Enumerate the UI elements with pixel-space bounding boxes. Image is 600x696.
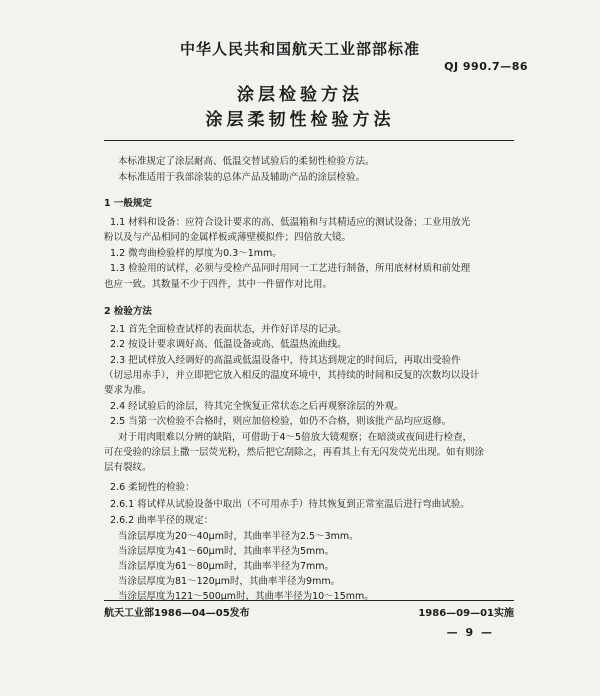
issue-date: 航天工业部1986—04—05发布 <box>104 608 250 619</box>
intro-line-2: 本标准适用于我部涂装的总体产品及辅助产品的涂层检验。 <box>118 172 366 183</box>
clause-1-2: 1.2 微弯曲检验样的厚度为0.3～1mm。 <box>110 248 282 259</box>
paragraph-line-3: 层有裂纹。 <box>104 462 152 473</box>
radius-rule-4: 当涂层厚度为81～120μm时，其曲率半径为9mm。 <box>118 576 341 587</box>
effective-date: 1986—09—01实施 <box>418 608 514 619</box>
clause-1-1-line-2: 粉以及与产品相同的金属样板或薄壁模拟件；四倍放大镜。 <box>104 232 352 243</box>
title-main: 涂层检验方法 <box>237 85 363 105</box>
clause-1-3-line-2: 也应一致。其数量不少于四件，其中一件留作对比用。 <box>104 279 333 290</box>
radius-rule-3: 当涂层厚度为61～80μm时，其曲率半径为7mm。 <box>118 561 335 572</box>
clause-2-3-line-3: 要求为准。 <box>104 385 152 396</box>
paragraph-line-2: 可在受验的涂层上撒一层荧光粉，然后把它刮除之，再看其上有无闪发荧光出现。如有则涂 <box>104 447 485 458</box>
radius-rule-5: 当涂层厚度为121～500μm时，其曲率半径为10～15mm。 <box>118 591 374 602</box>
clause-2-5: 2.5 当第一次检验不合格时，则应加倍检验，如仍不合格，则该批产品均应返修。 <box>110 416 452 427</box>
radius-rule-2: 当涂层厚度为41～60μm时，其曲率半径为5mm。 <box>118 546 335 557</box>
title-sub: 涂层柔韧性检验方法 <box>205 110 395 130</box>
clause-2-1: 2.1 首先全面检查试样的表面状态，并作好详尽的记录。 <box>110 324 347 335</box>
header-rule <box>104 140 514 141</box>
paragraph-line-1: 对于用肉眼难以分辨的缺陷，可借助于4～5倍放大镜观察；在暗淡或夜间进行检查， <box>118 432 473 443</box>
standard-code: QJ 990.7—86 <box>444 60 528 73</box>
page-number: — 9 — <box>446 626 494 639</box>
intro-line-1: 本标准规定了涂层耐高、低温交替试验后的柔韧性检验方法。 <box>118 156 375 167</box>
clause-2-3-line-1: 2.3 把试样放入经调好的高温或低温设备中，待其达到规定的时间后，再取出受验件 <box>110 355 461 366</box>
section-2-heading: 2 检验方法 <box>104 306 152 317</box>
clause-2-4: 2.4 经试验后的涂层，待其完全恢复正常状态之后再观察涂层的外观。 <box>110 401 404 412</box>
footer-rule <box>104 600 514 601</box>
clause-2-2: 2.2 按设计要求调好高、低温设备或高、低温热流曲线。 <box>110 339 347 350</box>
section-1-heading: 1 一般规定 <box>104 198 152 209</box>
clause-2-6-2: 2.6.2 曲率半径的规定： <box>110 515 214 526</box>
clause-1-3-line-1: 1.3 检验用的试样，必须与受检产品同时用同一工艺进行制备，所用底材材质和前处理 <box>110 263 471 274</box>
clause-2-3-line-2: （切忌用赤手），并立即把它放入相反的温度环境中，其持续的时间和反复的次数均以设计 <box>104 370 480 381</box>
clause-1-1-line-1: 1.1 材料和设备：应符合设计要求的高、低温箱和与其精适应的测试设备；工业用放光 <box>110 217 471 228</box>
radius-rule-1: 当涂层厚度为20～40μm时，其曲率半径为2.5～3mm。 <box>118 531 359 542</box>
clause-2-6-1: 2.6.1 将试样从试验设备中取出（不可用赤手）待其恢复到正常室温后进行弯曲试验。 <box>110 499 470 510</box>
clause-2-6: 2.6 柔韧性的检验： <box>110 482 195 493</box>
issuing-org: 中华人民共和国航天工业部部标准 <box>179 40 420 58</box>
